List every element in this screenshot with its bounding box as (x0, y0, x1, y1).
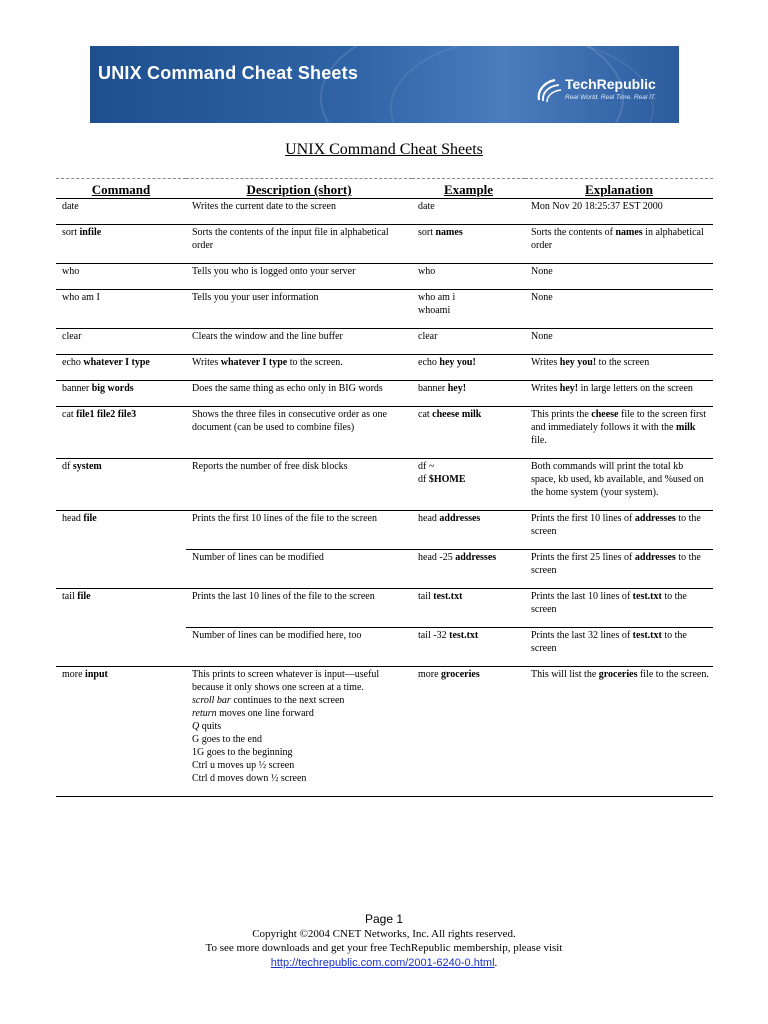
cell-command: who am I (56, 290, 186, 329)
cell-description: Shows the three files in consecutive order as one document (can be used to combine files) (186, 407, 412, 459)
cell-explanation: Both commands will print the total kb space, kb used, kb available, and %used on the home system (your system). (525, 459, 713, 511)
cell-example: tail -32 test.txt (412, 628, 525, 667)
table-row (56, 628, 713, 667)
techrepublic-link[interactable]: http://techrepublic.com.com/2001-6240-0.html (270, 956, 495, 969)
cell-description: This prints to screen whatever is input—useful because it only shows one screen at a time. scroll bar continues to the next screen return moves one line forward Q quits G goes to the end 1G goes to the beginning Ctrl u moves up ½ screen Ctrl d moves down ½ screen (186, 667, 412, 797)
cell-explanation: Prints the first 25 lines of addresses to the screen (525, 550, 713, 589)
cell-example: tail test.txt (412, 589, 525, 628)
table-row (56, 511, 713, 550)
table-row (56, 667, 713, 797)
cell-example: who (412, 264, 525, 290)
cell-example: echo hey you! (412, 355, 525, 381)
cell-example: clear (412, 329, 525, 355)
cell-command: more input (56, 667, 186, 797)
cell-explanation: None (525, 329, 713, 355)
page-footer (0, 912, 768, 970)
cell-command: df system (56, 459, 186, 511)
cell-command (56, 628, 186, 667)
cell-description: Tells you your user information (186, 290, 412, 329)
cell-explanation: Writes hey! in large letters on the screen (525, 381, 713, 407)
cell-example: head addresses (412, 511, 525, 550)
cell-command: who (56, 264, 186, 290)
table-row (56, 589, 713, 628)
cell-example: banner hey! (412, 381, 525, 407)
cell-explanation: Prints the last 32 lines of test.txt to the screen (525, 628, 713, 667)
cell-description: Number of lines can be modified here, too (186, 628, 412, 667)
cell-explanation: Mon Nov 20 18:25:37 EST 2000 (525, 199, 713, 225)
cell-example: df ~ df $HOME (412, 459, 525, 511)
logo-name: TechRepublic (565, 76, 656, 92)
cell-explanation: Sorts the contents of names in alphabetical order (525, 225, 713, 264)
footer-link-line (0, 956, 768, 971)
column-header-description: Description (short) (246, 182, 352, 197)
cell-explanation: This will list the groceries file to the screen. (525, 667, 713, 797)
cell-explanation: None (525, 290, 713, 329)
table-row (56, 225, 713, 264)
cell-example: who am i whoami (412, 290, 525, 329)
cell-description: Clears the window and the line buffer (186, 329, 412, 355)
cell-command: date (56, 199, 186, 225)
cell-example: sort names (412, 225, 525, 264)
column-header-explanation: Explanation (585, 182, 653, 197)
table-row (56, 264, 713, 290)
cell-example: more groceries (412, 667, 525, 797)
column-header-command: Command (91, 182, 151, 197)
cell-description: Number of lines can be modified (186, 550, 412, 589)
cell-description: Reports the number of free disk blocks (186, 459, 412, 511)
command-table-wrapper (56, 178, 713, 797)
cell-explanation: Prints the last 10 lines of test.txt to the screen (525, 589, 713, 628)
cell-explanation: This prints the cheese file to the screen first and immediately follows it with the milk file. (525, 407, 713, 459)
cell-description: Sorts the contents of the input file in alphabetical order (186, 225, 412, 264)
logo-tagline: Real World. Real Time. Real IT. (565, 94, 657, 101)
cell-description: Does the same thing as echo only in BIG words (186, 381, 412, 407)
table-row (56, 550, 713, 589)
cell-command: head file (62, 513, 97, 524)
command-table (56, 178, 713, 797)
column-header-example: Example (443, 182, 494, 197)
page-number: Page 1 (364, 912, 404, 926)
table-body (56, 199, 713, 797)
table-row (56, 199, 713, 225)
cell-explanation: None (525, 264, 713, 290)
cell-command (56, 550, 186, 589)
cell-command: banner big words (56, 381, 186, 407)
promo-text: To see more downloads and get your free TechRepublic membership, please visit (205, 942, 563, 954)
cell-description: Tells you who is logged onto your server (186, 264, 412, 290)
cell-command: cat file1 file2 file3 (56, 407, 186, 459)
cell-command: sort infile (56, 225, 186, 264)
table-row (56, 381, 713, 407)
table-row (56, 290, 713, 329)
table-header-row (56, 179, 713, 199)
techrepublic-swirl-icon (535, 74, 563, 104)
cell-description: Writes the current date to the screen (186, 199, 412, 225)
table-row (56, 407, 713, 459)
cell-description: Prints the last 10 lines of the file to the screen (186, 589, 412, 628)
copyright-notice: Copyright ©2004 CNET Networks, Inc. All rights reserved. (252, 927, 516, 940)
techrepublic-logo (535, 74, 675, 108)
cell-command: tail file (62, 591, 91, 602)
cell-explanation: Writes hey you! to the screen (525, 355, 713, 381)
cell-example: cat cheese milk (412, 407, 525, 459)
cell-command: clear (56, 329, 186, 355)
cell-example: date (412, 199, 525, 225)
table-row (56, 355, 713, 381)
header-banner (90, 46, 679, 123)
cell-command: echo whatever I type (56, 355, 186, 381)
cell-description: Prints the first 10 lines of the file to the screen (186, 511, 412, 550)
table-row (56, 329, 713, 355)
cell-description: Writes whatever I type to the screen. (186, 355, 412, 381)
link-suffix: . (494, 956, 498, 969)
banner-title: UNIX Command Cheat Sheets (98, 63, 359, 83)
table-row (56, 459, 713, 511)
cell-example: head -25 addresses (412, 550, 525, 589)
document-title: UNIX Command Cheat Sheets (285, 141, 483, 158)
cell-explanation: Prints the first 10 lines of addresses to the screen (525, 511, 713, 550)
